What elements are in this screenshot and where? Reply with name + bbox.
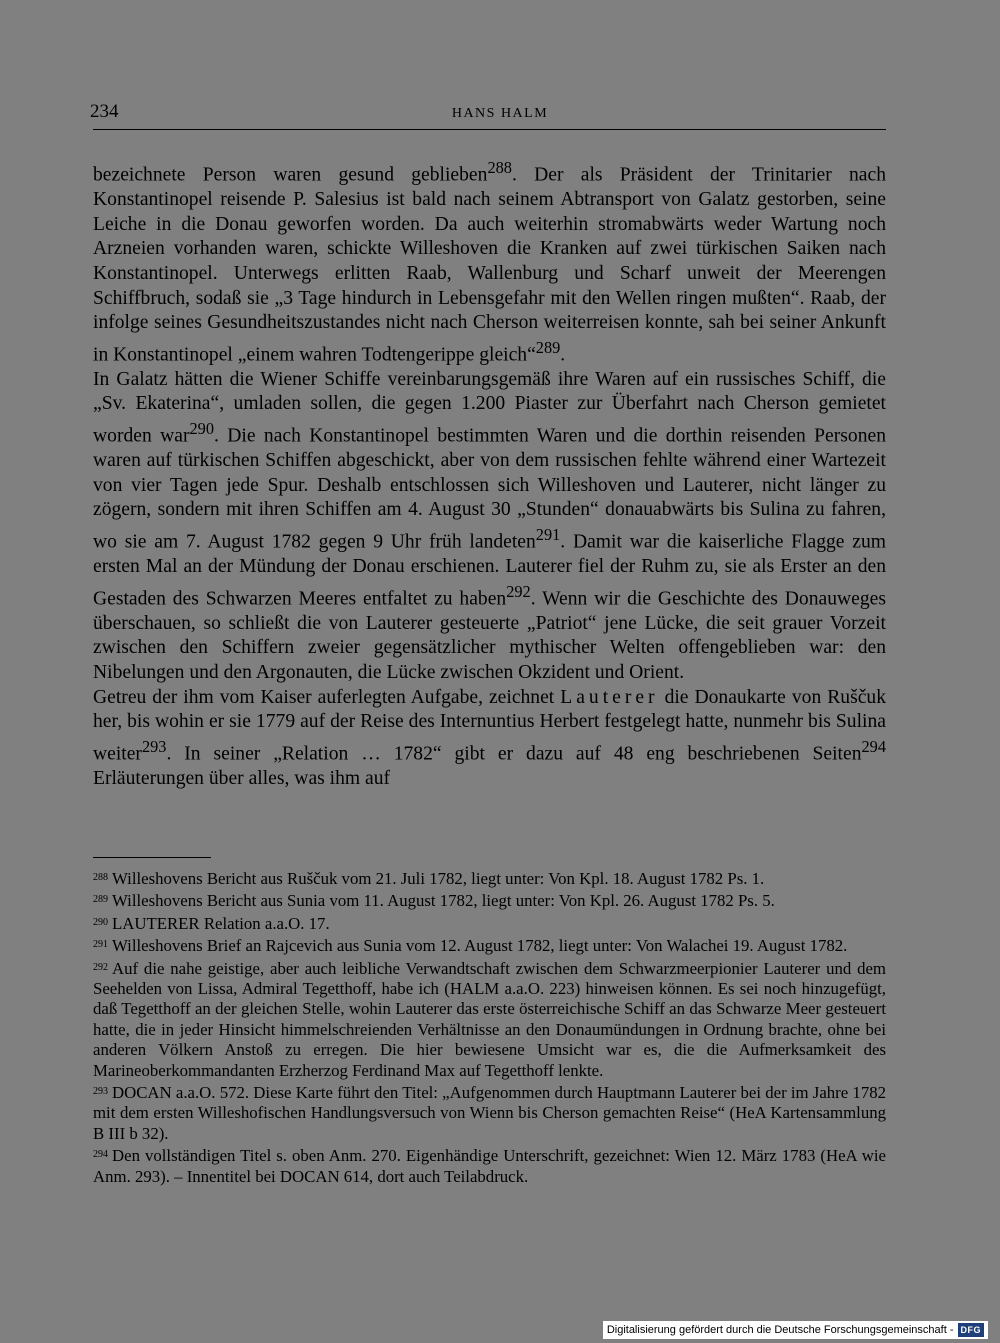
funding-note: Digitalisierung gefördert durch die Deutsche Forschungsgemeinschaft - bbox=[606, 1324, 954, 1336]
paragraph-3 bbox=[93, 686, 886, 792]
body-text-run: . Die nach Konstantinopel bestimmten Waren und die dorthin reisenden Personen waren auf türkischen Schiffen abgeschickt, aber von dem russischen fehlte während einer Wartezeit von vier Tagen jede Spur. Deshalb entschlossen sich Willeshoven und Lauterer, nicht länger zu zögern, sondern mit ihren Schiffen am 4. August 30 „Stunden“ donauabwärts bis Sulina zu fahren, wo sie am 7. August 1782 gegen 9 Uhr früh landeten bbox=[93, 425, 886, 553]
footnote-number: 289 bbox=[93, 894, 108, 906]
spaced-name: Lauterer bbox=[560, 686, 659, 708]
paragraph-1 bbox=[93, 156, 886, 368]
footnote-number: 292 bbox=[93, 961, 108, 973]
body-text-run: bezeichnete Person waren gesund geblieben bbox=[93, 164, 488, 186]
header-rule bbox=[93, 129, 886, 130]
footnote-number: 293 bbox=[93, 1086, 108, 1098]
body-text-run: Erläuterungen über alles, was ihm auf bbox=[93, 767, 391, 789]
footnote-ref[interactable]: 292 bbox=[506, 581, 531, 601]
body-text bbox=[93, 156, 886, 791]
footnote bbox=[93, 913, 886, 934]
footnote bbox=[93, 1145, 886, 1187]
body-text-run: die Donaukarte von Ruščuk her, bis wohin er sie 1779 auf der Reise des Internuntius Herbert festgelegt hatte, nunmehr bis Sulina weiter bbox=[93, 686, 886, 765]
footnote-text: Willeshovens Brief an Rajcevich aus Sunia vom 12. August 1782, liegt unter: Von Walachei 19. August 1782. bbox=[112, 936, 848, 956]
footnote bbox=[93, 868, 886, 889]
footnote-text: Willeshovens Bericht aus Sunia vom 11. August 1782, liegt unter: Von Kpl. 26. August 1782 Ps. 5. bbox=[112, 891, 775, 911]
body-text-run: In Galatz hätten die Wiener Schiffe vereinbarungsgemäß ihre Waren auf ein russisches Schiff, die „Sv. Ekaterina“, umladen sollen, die gegen 1.200 Piaster zur Überfahrt nach Cherson gemietet worden war bbox=[93, 368, 886, 447]
body-text-run: . Wenn wir die Geschichte des Donauweges überschauen, so schließt die von Lauterer gesteuerte „Patriot“ jene Lücke, die seit grauer Vorzeit zwischen den Schiffern zweier gegensätzlicher mythischer Welten offengeblieben war: den Nibelungen und den Argonauten, die Lücke zwischen Okzident und Orient. bbox=[93, 588, 886, 683]
footnote-ref[interactable]: 288 bbox=[487, 158, 512, 177]
footnote bbox=[93, 958, 886, 1081]
footnote bbox=[93, 890, 886, 911]
footnote-text: Auf die nahe geistige, aber auch leibliche Verwandtschaft zwischen dem Schwarzmeerpionier Lauterer und dem Seehelden von Lissa, Admiral Tegetthoff, habe ich (HALM a.a.O. 223) hinweisen können. Es sei noch hinzugefügt, daß Tegetthoff an der gleichen Stelle, wohin Lauterer das erste österreichische Schiff an das Schwarze Meer gesteuert hatte, die in jeder Hinsicht himmelschreienden Verhältnisse an den Donaumündungen in Ordnung brachte, ohne bei anderen Völkern Anstoß zu erregen. Die hier bewiesene Umsicht war es, die die Aufmerksamkeit des Marineoberkommandanten Erzherzog Ferdinand Max auf Tegetthoff lenkte. bbox=[93, 958, 886, 1080]
footnote-text: LAUTERER Relation a.a.O. 17. bbox=[112, 913, 330, 933]
page-number: 234 bbox=[90, 101, 119, 122]
footnote-number: 290 bbox=[93, 916, 108, 928]
body-text-run: . Der als Präsident der Trinitarier nach Konstantinopel reisende P. Salesius ist bald nach seinem Abtransport von Galatz gestorben, seine Leiche in die Donau geworfen worden. Da auch weiterhin stromabwärts weder Wartung noch Arzneien vorhanden waren, schickte Willeshoven die Kranken auf zwei türkischen Saiken nach Konstantinopel. Unterwegs erlitten Raab, Wallenburg und Scharf unweit der Meerengen Schiffbruch, sodaß sie „3 Tage hindurch in Lebensgefahr mit den Wellen ringen mußten“. Raab, der infolge seines Gesundheitszustandes nicht nach Cherson weiterreisen konnte, sah bei seiner Ankunft in Konstantinopel „einem wahren Todtengerippe gleich“ bbox=[93, 164, 886, 366]
footnote-ref[interactable]: 290 bbox=[189, 419, 214, 438]
footnote-text: Den vollständigen Titel s. oben Anm. 270. Eigenhändige Unterschrift, gezeichnet: Wien 12. März 1783 (HeA wie Anm. 293). – Innentitel bei DOCAN 614, dort auch Teilabdruck. bbox=[93, 1146, 886, 1186]
body-text-run: . bbox=[560, 344, 566, 366]
footnote-number: 288 bbox=[93, 872, 108, 883]
footnote-number: 294 bbox=[93, 1149, 108, 1161]
footnote-number: 291 bbox=[93, 939, 108, 951]
footnote-ref[interactable]: 294 bbox=[861, 736, 886, 756]
digitization-footer bbox=[603, 1321, 988, 1339]
body-text-run: . In seiner „Relation … 1782“ gibt er dazu auf 48 eng beschriebenen Seiten bbox=[166, 743, 862, 765]
footnote-ref[interactable]: 291 bbox=[535, 524, 561, 544]
running-head: HANS HALM bbox=[451, 106, 549, 121]
footnote-rule bbox=[93, 857, 211, 858]
footnote-text: DOCAN a.a.O. 572. Diese Karte führt den Titel: „Aufgenommen durch Hauptmann Lauterer bei der im Jahre 1782 mit dem ersten Willeshofischen Handlungsversuch von Wienn bis Cherson gemachten Reise“ (HeA Kartensammlung B III b 32). bbox=[93, 1083, 886, 1143]
footnotes bbox=[93, 868, 886, 1188]
footnote-text: Willeshovens Bericht aus Ruščuk vom 21. Juli 1782, liegt unter: Von Kpl. 18. August 1782 Ps. 1. bbox=[112, 869, 765, 888]
footnote bbox=[93, 935, 886, 956]
footnote bbox=[93, 1082, 886, 1144]
paragraph-2 bbox=[93, 368, 886, 686]
body-text-run: Getreu der ihm vom Kaiser auferlegten Aufgabe, zeichnet bbox=[93, 686, 561, 708]
footnote-ref[interactable]: 289 bbox=[535, 337, 561, 357]
dfg-logo[interactable]: DFG bbox=[958, 1323, 985, 1337]
body-text-run: . Damit war die kaiserliche Flagge zum ersten Mal an der Mündung der Donau erschienen. Lauterer fiel der Ruhm zu, sie als Erster an den Gestaden des Schwarzen Meeres entfaltet zu haben bbox=[93, 531, 887, 610]
footnote-ref[interactable]: 293 bbox=[141, 736, 167, 756]
